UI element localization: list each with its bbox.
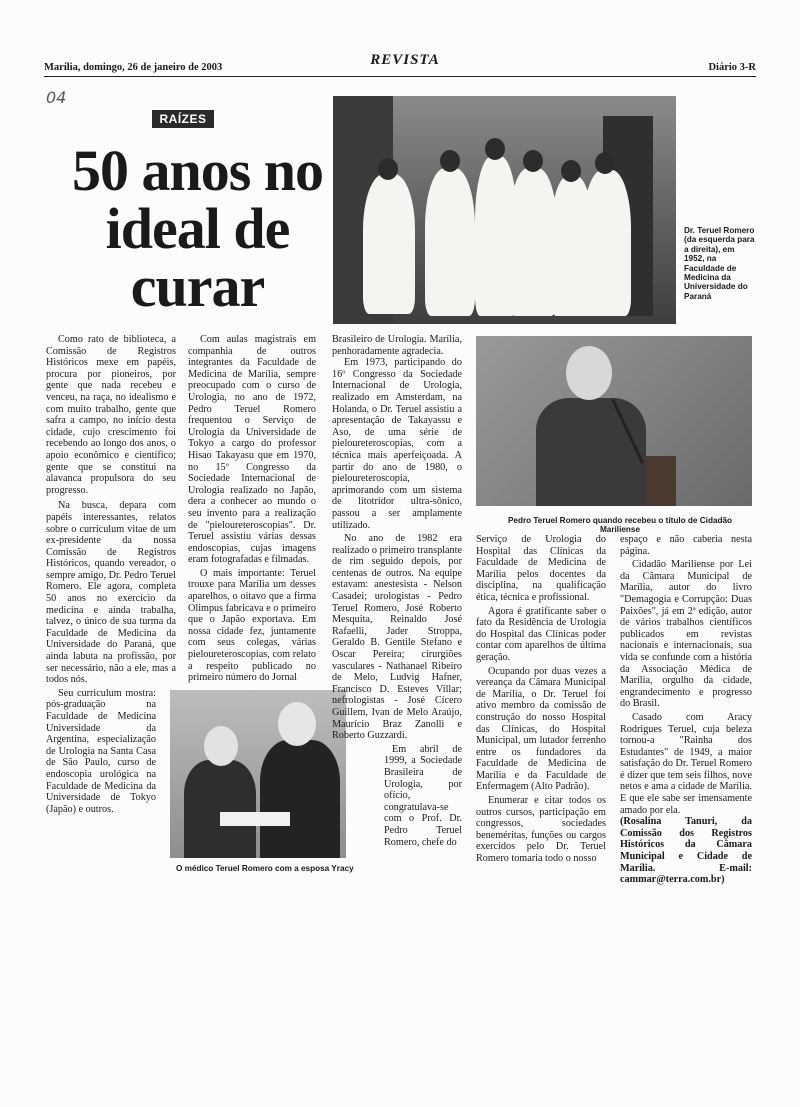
photo-figure-head [561, 160, 581, 182]
article-column-4 [476, 534, 606, 865]
photo-figure [425, 168, 475, 316]
article-column-2 [188, 334, 316, 684]
article-title: 50 anos no ideal de curar [71, 138, 324, 319]
article-paragraph: Cidadão Mariliense por Lei da Câmara Municipal de Marília, autor do livro "Demagogia e Corrupção: Duas Paixões", já em 2ª edição, autor de vários trabalhos científicos publicados em revistas nacionais e internacionais, sua vida se confunde com a história da Associação Médica de Marília, orgulho da cidade, engrandecimento e progresso do Brasil. [620, 559, 752, 710]
photo-doctors-group [333, 96, 676, 324]
article-paragraph: Brasileiro de Urologia. Marília, penhoradamente agradecia. [332, 334, 462, 357]
photo-figure-head [378, 158, 398, 180]
photo-diploma [220, 812, 290, 826]
photo-couple [170, 690, 346, 858]
photo-figure [583, 170, 631, 316]
header-rule [44, 76, 756, 77]
article-paragraph: Em 1973, participando do 16º Congresso da Sociedade Internacional de Urologia, realizado em Amsterdam, na Holanda, o Dr. Teruel assistiu a apresentação de Takayassu e Aso, de uma série de pieloureteroscopias, com a técnica mais aperfeiçoada. A partir do ano de 1980, o pieloureteroscopia, aprimorando com um sistema de litotridor ultra-sônico, passou a ser amplamente utilizado. [332, 357, 462, 531]
article-column-3 [332, 334, 462, 848]
article-paragraph: Serviço de Urologia do Hospital das Clínicas da Faculdade de Medicina de Marília pelos docentes da disciplina, na qualificação ética, técnica e profissional. [476, 534, 606, 603]
photo-man-head [278, 702, 316, 746]
photo-woman-head [204, 726, 238, 766]
article-paragraph: Seu curriculum mostra: pós-graduação na Faculdade de Medicina Universidade da Argentina, especialização de Urologia na Santa Casa de São Paulo, curso de endoscopia urológica na Faculdade de Medicina da Universidade de Tokyo (Japão) e outros. [46, 687, 156, 815]
article-paragraph: Como rato de biblioteca, a Comissão de Registros Históricos mexe em papéis, procura por pioneiros, por gente que nada recebeu e venceu, na raça, no idealismo e com muito trabalho, gente que safra a campo, no início desta cidade, cujo crescimento foi recebendo ao longo dos anos, o apoio econômico e científico; gente que se constitui na alavanca propulsora do seu progresso. [46, 334, 176, 496]
photo-woman-body [184, 760, 256, 858]
photo-figure [363, 174, 415, 314]
photo-person-head [566, 346, 612, 400]
handwritten-mark: 04 [46, 88, 67, 107]
article-column-1 [46, 334, 176, 815]
article-paragraph: Agora é gratificante saber o fato da Residência de Urologia do Hospital das Clínicas poder contar com aparelhos de última geração. [476, 605, 606, 663]
caption-photo-doctors: Dr. Teruel Romero (da esquerda para a direita), em 1952, na Faculdade de Medicina da Universidade do Paraná [684, 226, 755, 301]
article-column-5 [620, 534, 752, 886]
photo-man-body [260, 740, 340, 858]
photo-figure-head [485, 138, 505, 160]
photo-person-body [536, 398, 646, 506]
article-paragraph: Em abril de 1999, a Sociedade Brasileira de Urologia, por ofício, congratulava-se com o Prof. Dr. Pedro Teruel Romero, chefe do [384, 743, 462, 848]
photo-citizen-title [476, 336, 752, 506]
article-paragraph: Com aulas magistrais em companhia de outros integrantes da Faculdade de Medicina de Marília, sempre preocupado com o curso de Urologia, no ano de 1972, Pedro Teruel Romero frequentou o Serviço de Urologia da Universidade de Tokyo a cargo do professor Hisao Takayasu que em 1970, no 15º Congresso da Sociedade Internacional de Urologia realizado no Japão, dera a conhecer ao mundo o seu invento para a realização de "pieloureteroscopias". Dr. Teruel assistiu várias dessas endoscopias, cujas imagens eram fotografadas e filmadas. [188, 334, 316, 566]
header-page: Diário 3-R [708, 62, 756, 73]
article-signature: (Rosalina Tanuri, da Comissão dos Registros Históricos da Câmara Municipal e Cidade de Marília. E-mail: cammar@terra.com.br) [620, 816, 752, 886]
article-paragraph: Ocupando por duas vezes a vereança da Câmara Municipal de Marília, o Dr. Teruel foi ativo membro da comissão de construção do nosso Hospital das Clínicas, do Hospital Municipal, um lutador ferrenho entre os fundadores da Faculdade de Medicina de Marília e da Faculdade de Enfermagem (Alto Padrão). [476, 665, 606, 793]
header-date: Marília, domingo, 26 de janeiro de 2003 [44, 62, 223, 73]
caption-photo-citizen: Pedro Teruel Romero quando recebeu o título de Cidadão Mariliense [507, 516, 733, 535]
article-paragraph: Na busca, depara com papéis interessantes, relatos sobre o curriculum vitae de um ex-presidente da nossa Comissão de Registros Históricos, quando vereador, o sempre amigo, Dr. Pedro Teruel Romero. Ele agora, completa 50 anos no exercício da medicina e ainda trabalha, talvez, o único de sua turma da Faculdade de Medicina da Universidade do Paraná, que ainda labuta na profissão, por ser necessário, não a ele, mas a todos nós. [46, 500, 176, 686]
header-section: REVISTA [370, 52, 440, 68]
article-paragraph: Casado com Aracy Rodrigues Teruel, cuja beleza tornou-a "Rainha dos Estudantes" de 1949, a maior satisfação do Dr. Teruel Romero é dizer que tem seis filhos, nove netos e ama a cidade de Marília. E que ele sabe ser imensamente amado por ela. [620, 711, 752, 816]
photo-figure-head [523, 150, 543, 172]
article-paragraph: No ano de 1982 era realizado o primeiro transplante de rim seguido depois, por centenas de outros. Na equipe estavam: anestesista - Nelson Casadei; urologistas - Pedro Teruel Romero, José Roberto Mesquita, Reinaldo José Rafaelli, Jader Stroppa, Geraldo B. Gentile Stefano e Oscar Pereira; cirurgiões vasculares - Nathanael Ribeiro de Melo, Ludvig Hafner, Francisco D. Esteves Villar; nefrologistas - José Cícero Guillem, Ivan de Melo Araújo, Maurício Braz Zanolli e Roberto Guzzardi. [332, 533, 462, 742]
article-paragraph: Enumerar e citar todos os outros cursos, participação em congressos, sociedades beneméritas, funções ou cargos exercidos pelo Dr. Teruel Romero tomaria todo o nosso [476, 795, 606, 865]
photo-figure [509, 168, 557, 316]
photo-figure-head [595, 152, 615, 174]
article-paragraph: O mais importante: Teruel trouxe para Marília um desses aparelhos, o oitavo que a firma Olimpus fabricava e o primeiro que o Japão exportava. Em nossa cidade fez, juntamente com seus colegas, várias pieloureteroscopias, com relato a respeito publicado no primeiro número do Jornal [188, 567, 316, 684]
section-tag: RAÍZES [152, 110, 214, 128]
photo-figure-head [440, 150, 460, 172]
article-paragraph: espaço e não caberia nesta página. [620, 534, 752, 557]
caption-photo-couple: O médico Teruel Romero com a esposa Yracy [176, 864, 354, 873]
